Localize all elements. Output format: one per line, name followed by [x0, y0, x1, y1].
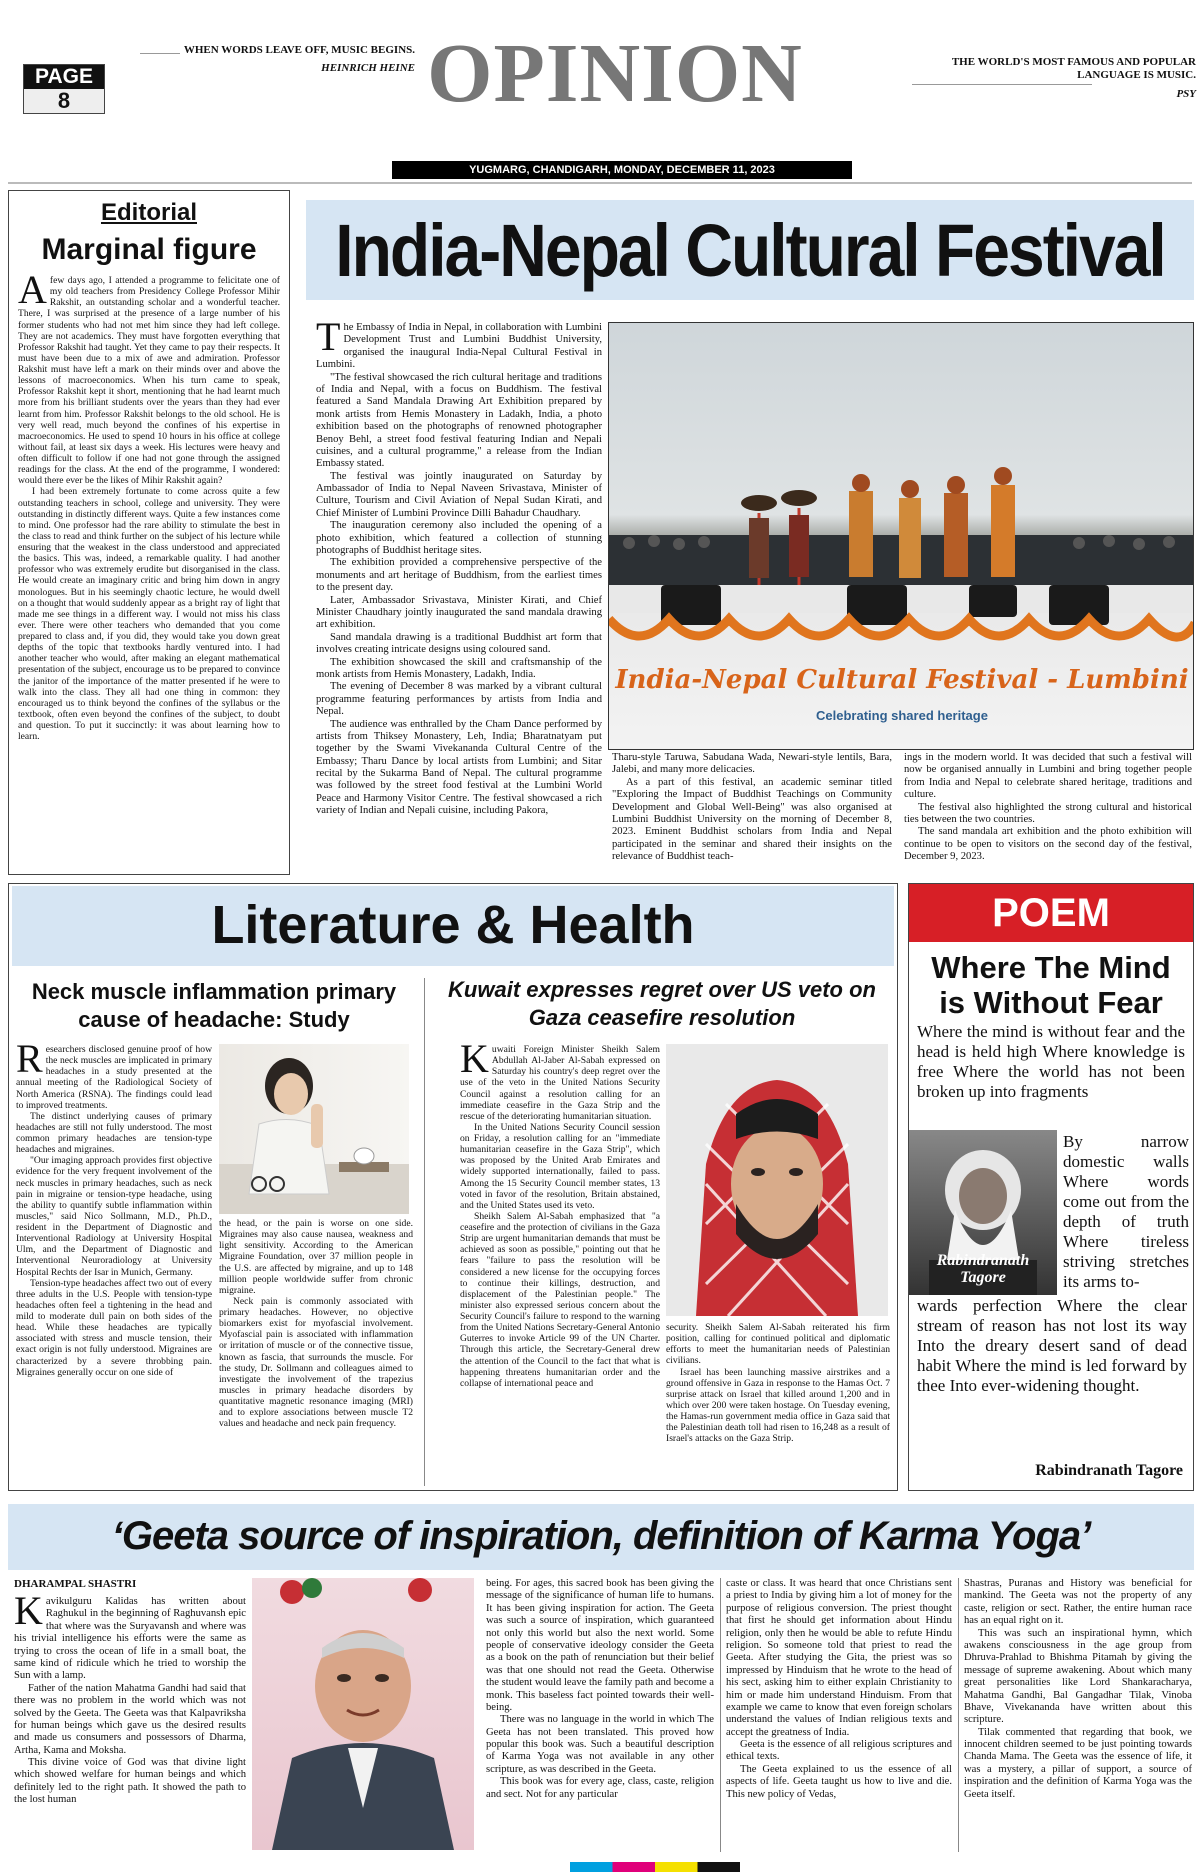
lead-paragraph: ings in the modern world. It was decided that such a festival will now be organised annually in Lumbini and bring together people from India and Nepal to celebrate shared heritage, traditions and culture. [904, 752, 1192, 801]
lead-paragraph: The evening of December 8 was marked by a vibrant cultural programme featuring performances by artists from India and Nepal. [316, 681, 602, 718]
geeta-paragraph: Tilak commented that regarding that book, we innocent children seemed to be just pointing towards Chanda Mama. The Geeta was the essence of life, it was a mystery, a pillar of support, a source of inspiration and the definition of Karma Yoga was the Geeta itself. [964, 1726, 1192, 1800]
lit-divider [424, 978, 425, 1486]
lead-paragraph: Tharu-style Taruwa, Sabudana Wada, Newari-style lentils, Bara, Jalebi, and many more delicacies. [612, 752, 892, 776]
right-quote: THE WORLD'S MOST FAMOUS AND POPULAR LANGUAGE IS MUSIC. [951, 56, 1196, 81]
poem-text-top: Where the mind is without fear and the head is held high Where knowledge is free Where the world has not been broken up into fragments [917, 1022, 1185, 1101]
geeta-paragraph: There was no language in the world in which The Geeta has not been translated. This proved how popular this book was. Such a beautiful description of Karma Yoga was not available in any other scripture, as was described in the Geeta. [486, 1714, 714, 1775]
editorial-paragraph: Afew days ago, I attended a programme to felicitate one of my old teachers from Presidency College Professor Mihir Rakshit, an outstanding scholar and a wonderful teacher. There, I was surprised at the presence of a large number of his former students who had not met him since they had left college. They are not academics. They must have forgotten everything that Professor Rakshit had taught. Yet they came to pay their respects. It must have been due to a mix of awe and admiration. Professor Rakshit must have left a mark on their minds over and above the lessons of macroeconomics. When his turn came to speak, Professor Rakshit kept it short, mentioning that he had learnt much more from his brilliant students over the years than they had ever learnt from him. Professor Rakshit belongs to the old school. He is very well read, much beyond the confines of his expertise in macroeconomics. He used to spend 10 hours in his office at college without fail, at least six days a week. His lectures were heavy and often difficult to follow if one had not gone through the assigned readings for the class. At the end of the programme, I wondered: would there ever be the likes of Mihir Rakshit again? [18, 267, 280, 487]
lead-paragraph: Sand mandala drawing is a traditional Buddhist art form that involves creating intricate designs using coloured sand. [316, 631, 602, 656]
geeta-divider-2 [958, 1578, 959, 1852]
left-quote: WHEN WORDS LEAVE OFF, MUSIC BEGINS. [180, 44, 415, 56]
story2-dropcap: K [460, 1044, 489, 1081]
story1-dropcap: R [16, 1044, 43, 1081]
poem-box [908, 883, 1194, 1491]
section-title: OPINION [427, 27, 803, 120]
portrait-caption: Rabindranath Tagore [936, 1252, 1030, 1286]
editorial-box [8, 190, 290, 875]
printer-color-bar [570, 1862, 740, 1872]
story2-headline: Kuwait expresses regret over US veto on Gaza ceasefire resolution [448, 977, 876, 1030]
masthead-rule [8, 182, 1192, 184]
geeta-paragraph: Shastras, Puranas and History was beneficial for mankind. The Geeta was not the property of any caste, religion or sect. Rather, the entire human race has an equal right on it. [964, 1578, 1192, 1627]
lit-health-title: Literature & Health [211, 895, 695, 955]
author-photo-illustration [252, 1578, 474, 1850]
lead-paragraph: The festival also highlighted the strong cultural and historical ties between the two countries. [904, 801, 1192, 825]
lead-paragraph: The Embassy of India in Nepal, in collaboration with Lumbini Development Trust and Lumbini Buddhist University, organised the inaugural India-Nepal Cultural Festival in Lumbini. [316, 322, 602, 371]
editorial-body [18, 267, 280, 743]
lead-paragraph: As a part of this festival, an academic seminar titled "Exploring the Impact of Buddhist Teachings on Community Development and Global Well-Being" was also organised at Lumbini Buddhist University on the morning of December 8, 2023. Eminent Buddhist scholars from India and Nepal participated in the seminar and shared their insights on the relevance of Buddhist teach- [612, 776, 892, 863]
story1-paragraph: the head, or the pain is worse on one side. Migraines may also cause nausea, weakness and light sensitivity. According to the American Migraine Foundation, over 37 million people in the U.S. are affected by migraine, and up to 148 million people worldwide suffer from chronic migraine. [219, 1218, 413, 1296]
lead-paragraph: The inauguration ceremony also included the opening of a photo exhibition, which featured a collection of stunning photographs of Buddhist heritage sites. [316, 520, 602, 557]
lead-paragraph: "The festival showcased the rich cultural heritage and traditions of India and Nepal, with a focus on Buddhism. The festival featured a Sand Mandala Drawing Art Exhibition prepared by monk artists from Hemis Monastery in Ladakh, India, a photo exhibition based on the photographs of renowned photographer Benoy Behl, a street food festival featuring Indian and Nepali cuisines, and a cultural programme," a release from the Indian Embassy stated. [316, 371, 602, 470]
lead-col-1 [316, 322, 602, 887]
lead-col-3 [904, 752, 1192, 887]
geeta-paragraph: being. For ages, this sacred book has been giving the message of the significance of human life to humans. It has been giving inspiration for action. The Geeta was such a source of inspiration, which guaranteed not only this world but also the next world. Some people of conservative ideology consider the Geeta as a book on the path of renunciation but their belief was that one should not read the Geeta. Otherwise the student would leave the family path and become a monk. This baseless fact pointed towards their well-being. [486, 1578, 714, 1713]
story1-headline: Neck muscle inflammation primary cause of headache: Study [31, 979, 397, 1032]
story2-paragraph: security. Sheikh Salem Al-Sabah reiterated his firm position, calling for continued political and diplomatic efforts to meet the humanitarian needs of Palestinian civilians. [666, 1322, 890, 1367]
story2-col-2 [666, 1322, 890, 1486]
dateline-bar: YUGMARG, CHANDIGARH, MONDAY, DECEMBER 11, 2023 [392, 161, 852, 179]
story2-paragraph: Kuwaiti Foreign Minister Sheikh Salem Abdullah Al-Jaber Al-Sabah expressed on Saturday his country's deep regret over the use of the veto in the United Nations Security Council against a resolution calling for an immediate ceasefire in the Gaza Strip and the rescue of the deteriorating humanitarian situation. [460, 1044, 660, 1122]
left-quote-author: HEINRICH HEINE [321, 62, 415, 74]
left-quote-block [140, 40, 415, 74]
lead-paragraph: The exhibition provided a comprehensive perspective of the monuments and art heritage of Buddhism, from the earliest times to the present day. [316, 557, 602, 594]
editorial-headline: Marginal figure [41, 233, 257, 266]
story1-paragraph: Tension-type headaches affect two out of every three adults in the U.S. People with tension-type headaches often feel a tightening in the head and mild to moderate dull pain on both sides of the head. While these headaches are typically associated with stress and muscle tension, their exact origin is not fully understood. Migraines are characterized by a severe throbbing pain. Migraines generally occur on one side of [16, 1277, 212, 1378]
story1-paragraph: Neck pain is commonly associated with primary headaches. However, no objective biomarkers exist for myofascial involvement. Myofascial pain is associated with inflammation or irritation of muscle or of the connective tissue, known as fascia, that surrounds the muscle. For the study, Dr. Sollmann and colleagues aimed to investigate the involvement of the trapezius muscles in primary headache disorders by quantitative magnetic resonance imaging (MRI) and to explore associations between muscle T2 values and headache and neck pain frequency. [219, 1295, 413, 1430]
poem-banner: POEM [909, 884, 1193, 942]
poem-title: Where The Mind is Without Fear [931, 950, 1171, 1020]
geeta-paragraph: caste or class. It was heard that once Christians sent a priest to India by giving him a lot of money for the purpose of religious conversion. The priest thought that first he should get information about Hindu religion, only then he would be able to refute Hindu religion. So someone told that priest to read the Geeta. After studying the Gita, the priest was so impressed by Hinduism that he wrote to the head of his sect, asking him to either explain Christianity to him or made him understand Hinduism. From that example we came to know that even foreign scholars understand the values of Indian religious texts and accept the greatness of India. [726, 1578, 952, 1738]
geeta-col-4 [964, 1578, 1192, 1854]
story2-paragraph: Sheikh Salem Al-Sabah emphasized that "a ceasefire and the protection of civilians in the Gaza Strip are urgent humanitarian demands that must be achieved as soon as possible," pointing out that he fears "failure to pass the resolution will be considered a new license for the occupying forces to continue their killings, destruction, and displacement of the Palestinian people." The minister also expressed serious concern about the Security Council's failure to respond to the warning from the United Nations Secretary-General Antonio Guterres to invoke Article 99 of the UN Charter. Through this article, the Secretary-General drew the attention of the Council to the fact that what is happening threatens humanitarian order and the collapse of international peace and [460, 1210, 660, 1389]
geeta-paragraph: Kavikulguru Kalidas has written about Raghukul in the beginning of Raghuvansh epic that where was the Suryavansh and where was his trivial intelligence his efforts were the same as trying to cross the ocean of life in a small boat, the same kind of ridicule which he tried to worship the Sun with a lamp. [14, 1596, 246, 1682]
page-label: PAGE [24, 65, 104, 89]
geeta-col-3 [726, 1578, 952, 1854]
right-quote-rule [912, 84, 1092, 85]
lead-paragraph: The exhibition showcased the skill and craftsmanship of the monk artists from Hemis Monastery, Ladakh, India. [316, 656, 602, 680]
festival-photo-tagline: Celebrating shared heritage [816, 708, 988, 723]
kuwait-minister-illustration [666, 1044, 888, 1316]
lead-dropcap: T [316, 322, 341, 359]
lead-paragraph: The audience was enthralled by the Cham Dance performed by artists from Thiksey Monastery, Leh, India; Bharatnatyam put together by the Swami Vivekananda Cultural Centre of the Embassy; Tharu Dance by local artists from Lumbini; and Sitar recital by the Sukarma Band of Nepal. The cultural programme was followed by the street food festival at the Lumbini World Peace and Harmony Visitor Centre. The festival showcased a rich variety of Indian and Nepali cuisine, including Pakora, [316, 718, 602, 817]
poem-author: Rabindranath Tagore [1035, 1462, 1183, 1479]
festival-photo-banner: India-Nepal Cultural Festival - Lumbini [615, 665, 1189, 695]
lead-headline: India-Nepal Cultural Festival [335, 208, 1165, 292]
story1-paragraph: Researchers disclosed genuine proof of how the neck muscles are implicated in primary headaches in a study presented at the annual meeting of the Radiological Society of North America (RSNA). The findings could lead to improved treatments. [16, 1044, 212, 1111]
story2-col-1 [460, 1044, 660, 1486]
lead-col-2 [612, 752, 892, 887]
poem-text-bottom: wards perfection Where the clear stream of reason has not lost its way Into the dreary desert sand of dead habit Where the mind is led forward by thee Into ever-widening thought. [917, 1296, 1187, 1395]
story1-paragraph: "Our imaging approach provides first objective evidence for the very frequent involvement of the neck muscles in primary headaches, such as neck pain in migraine or tension-type headache, using the ability to quantify subtle inflammation within muscles," said Nico Sollmann, M.D., Ph.D., resident in the Department of Diagnostic and Interventional Radiology at University Hospital Ulm, and the Department of Diagnostic and Interventional Neuroradiology at University Hospital Rechts der Isar in Munich, Germany. [16, 1155, 212, 1278]
geeta-headline: ‘Geeta source of inspiration, definition of Karma Yoga’ [111, 1514, 1091, 1558]
right-quote-block [912, 56, 1196, 100]
poem-text-side: By narrow domestic walls Where words come out from the depth of truth Where tireless striving stretches its arms to- [1063, 1132, 1189, 1291]
geeta-paragraph: This book was for every age, class, caste, religion and sect. Not for any particular [486, 1776, 714, 1800]
geeta-paragraph: This was such an inspirational hymn, which awakens consciousness in the age group from Dhruva-Prahlad to Bhishma Pitamah by giving the message of supreme awakening. About which many great personalities like Lord Shankaracharya, Mahatma Gandhi, Bal Gangadhar Tilak, Vinoba Bhave, Vivekananda have written about this scripture. [964, 1627, 1192, 1726]
page-number-box [23, 64, 105, 114]
editorial-section-label: Editorial [100, 199, 197, 226]
story1-col-1 [16, 1044, 212, 1486]
right-quote-author: PSY [1176, 88, 1196, 100]
story1-paragraph: The distinct underlying causes of primary headaches are still not fully understood. The most common primary headaches are tension-type headaches and migraines. [16, 1110, 212, 1156]
lead-paragraph: The festival was jointly inaugurated on Saturday by Ambassador of India to Nepal Naveen Srivastava, Minister of Culture, Tourism and Civil Aviation of Nepal Sudan Kirati, and Chief Minister of Lumbini Province Dilli Bahadur Chaudhary. [316, 470, 602, 519]
geeta-col-2 [486, 1578, 714, 1854]
geeta-byline: DHARAMPAL SHASTRI [14, 1578, 137, 1590]
kuwait-minister-photo [666, 1044, 888, 1316]
portrait-box [909, 1130, 1057, 1295]
geeta-divider-1 [720, 1578, 721, 1852]
geeta-col-1 [14, 1596, 246, 1852]
headache-photo-illustration [219, 1044, 409, 1214]
lead-paragraph: The sand mandala art exhibition and the photo exhibition will continue to be open to visitors on the second day of the festival, December 9, 2023. [904, 826, 1192, 863]
story2-paragraph: Israel has been launching massive airstrikes and a ground offensive in Gaza in response to the Hamas Oct. 7 surprise attack on Israel that killed around 1,200 and in which over 200 were taken hostage. On Tuesday evening, the Hamas-run government media office in Gaza said that the Palestinian death toll had risen to 16,248 as a result of Israel's attacks on the Gaza Strip. [666, 1366, 890, 1445]
editorial-dropcap: A [18, 267, 47, 312]
editorial-paragraph: I had been extremely fortunate to come across quite a few outstanding teachers in school, college and university. They were outstanding in distinctly different ways. Quite a few instances come to mind. One professor had the rare ability to stimulate the best in the class to read and think further on the subject of his lecture while ensuring that the weakest in the class understood and appreciated the basics. This was, indeed, a remarkable quality. I had another professor who was extremely erudite but disorganised in the class. He would create an imaginary critic and bring him down in angry monologues. But in his seemingly chaotic lecture, he would dwell on a thought that would suddenly appear as a bright ray of light that made me see things in a different way. I would not miss his class ever. There were other teachers who demanded that you come prepared to class and, if you did, they would take you down great depths of the topic that textbooks hardly ventured into. I had another teacher who would, after making an elegant mathematical presentation of the subject, encourage us to be prepared to convince the janitor of the importance of the matter presented if he were to walk into the class. They all had one thing in common: they encouraged us to think beyond the confines of the syllabus or the textbook, often even beyond the confines of the subject, to doubt and question. To put it succinctly: it was about learning how to learn. [18, 486, 280, 743]
festival-photo [608, 322, 1194, 750]
page-number: 8 [57, 88, 71, 113]
story2-paragraph: In the United Nations Security Council session on Friday, a resolution calling for an "immediate humanitarian ceasefire in the Gaza Strip", which was proposed by the United Arab Emirates and widely supported internationally, failed to pass. Among the 15 Security Council member states, 13 voted in favor of the resolution, Britain abstained, and the United States used its veto. [460, 1121, 660, 1211]
geeta-paragraph: This divine voice of God was that divine light which showed welfare for human beings and which definitely led to the right path. It showed the path to the lost human [14, 1757, 246, 1806]
headache-photo [219, 1044, 409, 1214]
geeta-paragraph: The Geeta explained to us the essence of all aspects of life. Geeta taught us how to live and die. This new policy of Vedas, [726, 1763, 952, 1800]
story1-col-2 [219, 1218, 413, 1486]
lead-paragraph: Later, Ambassador Srivastava, Minister Kirati, and Chief Minister Chaudhary jointly inaugurated the sand mandala drawing art exhibition. [316, 594, 602, 631]
author-photo [252, 1578, 474, 1850]
geeta-paragraph: Geeta is the essence of all religious scriptures and ethical texts. [726, 1739, 952, 1763]
geeta-paragraph: Father of the nation Mahatma Gandhi had said that there was no problem in the world which was not solved by the Geeta. The Geeta was that Kalpavriksha for human beings which gave us the desired results and made us consumers and possessors of Dharma, Artha, Kama and Moksha. [14, 1682, 246, 1756]
geeta-dropcap: K [14, 1596, 43, 1633]
